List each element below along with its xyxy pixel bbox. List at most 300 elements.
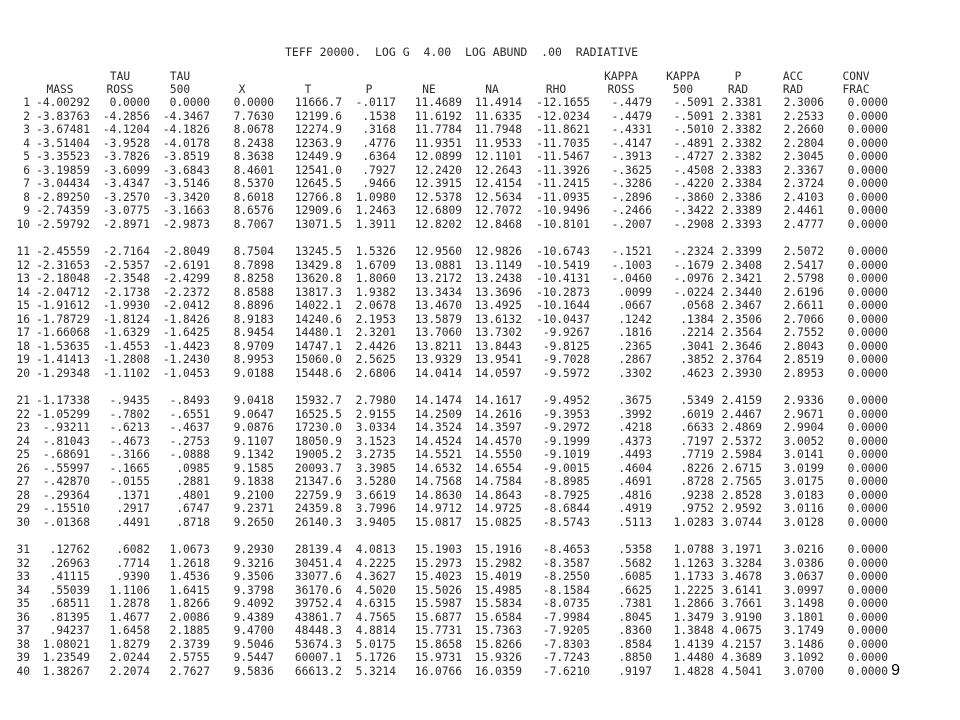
cell-tau-500: 2.7627 bbox=[169, 664, 210, 678]
cell-conv-frac: 0.0000 bbox=[847, 258, 888, 272]
cell-acc-rad: 2.9671 bbox=[783, 407, 824, 421]
cell-p-rad: 2.3381 bbox=[721, 109, 762, 123]
cell-rho: -8.4653 bbox=[542, 543, 590, 557]
cell-x: 8.2438 bbox=[233, 136, 274, 150]
cell-kappa-500: 1.0283 bbox=[673, 515, 714, 529]
cell-mass: .68511 bbox=[49, 597, 90, 611]
cell-tau-500: -2.4299 bbox=[162, 272, 210, 286]
cell-conv-frac: 0.0000 bbox=[847, 583, 888, 597]
cell-x: 9.0418 bbox=[233, 394, 274, 408]
cell-p: .3168 bbox=[362, 123, 396, 137]
cell-tau-ross: -1.1102 bbox=[102, 366, 150, 380]
cell-row-index: 40 bbox=[16, 664, 30, 678]
cell-kappa-ross: .6085 bbox=[618, 570, 652, 584]
cell-p-rad: 2.3399 bbox=[721, 245, 762, 259]
cell-kappa-500: .8226 bbox=[680, 461, 714, 475]
cell-ne: 15.8658 bbox=[414, 637, 462, 651]
cell-ne: 13.8211 bbox=[414, 339, 462, 353]
cell-p-rad: 2.3408 bbox=[721, 258, 762, 272]
cell-acc-rad: 3.0700 bbox=[783, 664, 824, 678]
table-row bbox=[8, 96, 888, 110]
cell-acc-rad: 2.6611 bbox=[783, 299, 824, 313]
cell-row-index: 37 bbox=[16, 624, 30, 638]
cell-tau-500: -3.5146 bbox=[162, 177, 210, 191]
cell-rho: -10.1644 bbox=[536, 299, 590, 313]
cell-ne: 11.6192 bbox=[414, 109, 462, 123]
cell-row-index: 3 bbox=[23, 123, 30, 137]
cell-row-index: 28 bbox=[16, 488, 30, 502]
cell-p: .6364 bbox=[362, 150, 396, 164]
cell-tau-500: .6747 bbox=[176, 502, 210, 516]
cell-kappa-500: .2214 bbox=[680, 326, 714, 340]
cell-ne: 15.4023 bbox=[414, 570, 462, 584]
cell-conv-frac: 0.0000 bbox=[847, 515, 888, 529]
cell-mass: -1.41413 bbox=[36, 353, 90, 367]
cell-ne: 12.2420 bbox=[414, 163, 462, 177]
table-row bbox=[8, 584, 888, 598]
table-row bbox=[8, 177, 888, 191]
cell-kappa-500: -.3422 bbox=[673, 204, 714, 218]
cell-x: 9.3506 bbox=[233, 570, 274, 584]
cell-conv-frac: 0.0000 bbox=[847, 204, 888, 218]
cell-p-rad: 2.3384 bbox=[721, 177, 762, 191]
cell-acc-rad: 2.5072 bbox=[783, 245, 824, 259]
cell-tau-ross: -2.8971 bbox=[102, 217, 150, 231]
cell-t: 12766.8 bbox=[294, 190, 342, 204]
cell-kappa-ross: -.4479 bbox=[611, 109, 652, 123]
cell-t: 15060.0 bbox=[294, 353, 342, 367]
cell-kappa-500: .1384 bbox=[680, 312, 714, 326]
table-row bbox=[8, 259, 888, 273]
cell-row-index: 11 bbox=[16, 245, 30, 259]
cell-conv-frac: 0.0000 bbox=[847, 421, 888, 435]
cell-ne: 14.6532 bbox=[414, 461, 462, 475]
cell-rho: -10.6743 bbox=[536, 245, 590, 259]
cell-rho: -7.9984 bbox=[542, 610, 590, 624]
cell-na: 13.3696 bbox=[474, 285, 522, 299]
cell-acc-rad: 2.3724 bbox=[783, 177, 824, 191]
cell-kappa-ross: -.2896 bbox=[611, 190, 652, 204]
cell-conv-frac: 0.0000 bbox=[847, 394, 888, 408]
cell-kappa-500: .7719 bbox=[680, 448, 714, 462]
cell-kappa-500: .4623 bbox=[680, 366, 714, 380]
cell-row-index: 8 bbox=[23, 190, 30, 204]
cell-p-rad: 2.3382 bbox=[721, 123, 762, 137]
cell-na: 15.6584 bbox=[474, 610, 522, 624]
cell-p: 2.0678 bbox=[355, 299, 396, 313]
cell-conv-frac: 0.0000 bbox=[847, 651, 888, 665]
cell-x: 9.2100 bbox=[233, 488, 274, 502]
cell-ne: 13.2172 bbox=[414, 272, 462, 286]
cell-conv-frac: 0.0000 bbox=[847, 637, 888, 651]
cell-kappa-500: -.5010 bbox=[673, 123, 714, 137]
column-header-conv-frac: CONV FRAC bbox=[842, 70, 870, 96]
cell-na: 14.2616 bbox=[474, 407, 522, 421]
cell-rho: -9.2972 bbox=[542, 421, 590, 435]
cell-p: 4.6315 bbox=[355, 597, 396, 611]
cell-rho: -11.7035 bbox=[536, 136, 590, 150]
cell-kappa-500: .6019 bbox=[680, 407, 714, 421]
cell-kappa-500: 1.2866 bbox=[673, 597, 714, 611]
cell-mass: -3.51404 bbox=[36, 136, 90, 150]
cell-tau-500: -4.1826 bbox=[162, 123, 210, 137]
column-header-row-index bbox=[8, 56, 30, 96]
cell-t: 24359.8 bbox=[294, 502, 342, 516]
cell-row-index: 25 bbox=[16, 448, 30, 462]
cell-x: 8.8258 bbox=[233, 272, 274, 286]
cell-tau-ross: -3.2570 bbox=[102, 190, 150, 204]
cell-kappa-ross: .4604 bbox=[618, 461, 652, 475]
cell-kappa-500: -.2908 bbox=[673, 217, 714, 231]
cell-rho: -9.3953 bbox=[542, 407, 590, 421]
cell-conv-frac: 0.0000 bbox=[847, 190, 888, 204]
cell-row-index: 13 bbox=[16, 272, 30, 286]
cell-mass: -2.89250 bbox=[36, 190, 90, 204]
cell-mass: -2.59792 bbox=[36, 217, 90, 231]
cell-p-rad: 2.3382 bbox=[721, 150, 762, 164]
cell-acc-rad: 2.3367 bbox=[783, 163, 824, 177]
cell-tau-500: .0985 bbox=[176, 461, 210, 475]
cell-na: 15.4019 bbox=[474, 570, 522, 584]
cell-acc-rad: 3.0183 bbox=[783, 488, 824, 502]
cell-kappa-ross: -.3625 bbox=[611, 163, 652, 177]
cell-t: 21347.6 bbox=[294, 475, 342, 489]
cell-p: 3.1523 bbox=[355, 434, 396, 448]
cell-mass: -1.78729 bbox=[36, 312, 90, 326]
cell-x: 8.7898 bbox=[233, 258, 274, 272]
cell-ne: 14.7568 bbox=[414, 475, 462, 489]
cell-na: 12.5634 bbox=[474, 190, 522, 204]
cell-p-rad: 2.3506 bbox=[721, 312, 762, 326]
cell-na: 15.7363 bbox=[474, 624, 522, 638]
cell-row-index: 27 bbox=[16, 475, 30, 489]
cell-row-index: 32 bbox=[16, 556, 30, 570]
cell-kappa-500: -.1679 bbox=[673, 258, 714, 272]
cell-mass: -.68691 bbox=[42, 448, 90, 462]
cell-t: 39752.4 bbox=[294, 597, 342, 611]
cell-kappa-ross: -.1521 bbox=[611, 245, 652, 259]
cell-rho: -9.4952 bbox=[542, 394, 590, 408]
cell-tau-500: -.0888 bbox=[169, 448, 210, 462]
cell-rho: -8.5743 bbox=[542, 515, 590, 529]
cell-p: 4.3627 bbox=[355, 570, 396, 584]
cell-na: 13.7302 bbox=[474, 326, 522, 340]
cell-ne: 14.0414 bbox=[414, 366, 462, 380]
cell-rho: -12.1655 bbox=[536, 96, 590, 109]
cell-conv-frac: 0.0000 bbox=[847, 664, 888, 678]
cell-p-rad: 4.3689 bbox=[721, 651, 762, 665]
cell-t: 33077.6 bbox=[294, 570, 342, 584]
cell-mass: 1.38267 bbox=[42, 664, 90, 678]
cell-mass: .81395 bbox=[49, 610, 90, 624]
cell-kappa-500: -.4727 bbox=[673, 150, 714, 164]
table-row bbox=[8, 340, 888, 354]
cell-kappa-ross: -.4331 bbox=[611, 123, 652, 137]
table-row bbox=[8, 475, 888, 489]
cell-kappa-ross: .4373 bbox=[618, 434, 652, 448]
cell-rho: -10.9496 bbox=[536, 204, 590, 218]
table-row bbox=[8, 489, 888, 503]
cell-row-index: 21 bbox=[16, 394, 30, 408]
cell-p-rad: 2.7565 bbox=[721, 475, 762, 489]
cell-x: 8.9183 bbox=[233, 312, 274, 326]
cell-p: 1.8060 bbox=[355, 272, 396, 286]
cell-p-rad: 4.5041 bbox=[721, 664, 762, 678]
cell-t: 20093.7 bbox=[294, 461, 342, 475]
cell-mass: -3.83763 bbox=[36, 109, 90, 123]
cell-tau-ross: .4491 bbox=[116, 515, 150, 529]
cell-conv-frac: 0.0000 bbox=[847, 123, 888, 137]
cell-t: 14022.1 bbox=[294, 299, 342, 313]
table-row bbox=[8, 516, 888, 530]
cell-mass: -1.05299 bbox=[36, 407, 90, 421]
cell-x: 9.1107 bbox=[233, 434, 274, 448]
cell-na: 12.4154 bbox=[474, 177, 522, 191]
table-row bbox=[8, 191, 888, 205]
cell-p: .1538 bbox=[362, 109, 396, 123]
cell-na: 15.9326 bbox=[474, 651, 522, 665]
cell-kappa-ross: -.4479 bbox=[611, 96, 652, 109]
cell-tau-ross: -2.1738 bbox=[102, 285, 150, 299]
cell-conv-frac: 0.0000 bbox=[847, 448, 888, 462]
cell-p: 3.5280 bbox=[355, 475, 396, 489]
table-row bbox=[8, 299, 888, 313]
cell-tau-ross: -2.7164 bbox=[102, 245, 150, 259]
cell-acc-rad: 3.0997 bbox=[783, 583, 824, 597]
cell-mass: -2.18048 bbox=[36, 272, 90, 286]
cell-na: 14.4570 bbox=[474, 434, 522, 448]
cell-acc-rad: 2.3045 bbox=[783, 150, 824, 164]
cell-p: 3.2735 bbox=[355, 448, 396, 462]
cell-kappa-ross: .7381 bbox=[618, 597, 652, 611]
cell-p: 2.4426 bbox=[355, 339, 396, 353]
cell-t: 13245.5 bbox=[294, 245, 342, 259]
cell-p: .9466 bbox=[362, 177, 396, 191]
table-row bbox=[8, 543, 888, 557]
cell-acc-rad: 3.0175 bbox=[783, 475, 824, 489]
cell-na: 12.1101 bbox=[474, 150, 522, 164]
cell-kappa-500: 1.4480 bbox=[673, 651, 714, 665]
cell-row-index: 35 bbox=[16, 597, 30, 611]
cell-rho: -8.7925 bbox=[542, 488, 590, 502]
cell-ne: 15.9731 bbox=[414, 651, 462, 665]
table-row bbox=[8, 448, 888, 462]
cell-p: 2.6806 bbox=[355, 366, 396, 380]
table-row bbox=[8, 123, 888, 137]
cell-p: 3.9405 bbox=[355, 515, 396, 529]
cell-na: 12.7072 bbox=[474, 204, 522, 218]
cell-kappa-ross: .0667 bbox=[618, 299, 652, 313]
cell-tau-ross: -4.1204 bbox=[102, 123, 150, 137]
cell-p-rad: 2.3381 bbox=[721, 96, 762, 109]
cell-x: 9.5447 bbox=[233, 651, 274, 665]
cell-conv-frac: 0.0000 bbox=[847, 556, 888, 570]
cell-row-index: 34 bbox=[16, 583, 30, 597]
cell-mass: -.01368 bbox=[42, 515, 90, 529]
cell-tau-500: 2.0086 bbox=[169, 610, 210, 624]
cell-ne: 11.9351 bbox=[414, 136, 462, 150]
cell-p: .4776 bbox=[362, 136, 396, 150]
cell-ne: 12.9560 bbox=[414, 245, 462, 259]
cell-p: 5.3214 bbox=[355, 664, 396, 678]
cell-conv-frac: 0.0000 bbox=[847, 366, 888, 380]
table-row bbox=[8, 665, 888, 679]
cell-conv-frac: 0.0000 bbox=[847, 272, 888, 286]
cell-acc-rad: 3.0637 bbox=[783, 570, 824, 584]
cell-tau-500: -1.8426 bbox=[162, 312, 210, 326]
cell-rho: -8.3587 bbox=[542, 556, 590, 570]
cell-na: 13.2438 bbox=[474, 272, 522, 286]
cell-mass: .41115 bbox=[49, 570, 90, 584]
cell-kappa-500: .8728 bbox=[680, 475, 714, 489]
cell-p: 5.1726 bbox=[355, 651, 396, 665]
cell-na: 13.9541 bbox=[474, 353, 522, 367]
cell-p: 1.6709 bbox=[355, 258, 396, 272]
cell-conv-frac: 0.0000 bbox=[847, 610, 888, 624]
cell-p: 4.8814 bbox=[355, 624, 396, 638]
cell-acc-rad: 2.2804 bbox=[783, 136, 824, 150]
cell-tau-ross: -3.9528 bbox=[102, 136, 150, 150]
cell-x: 9.3216 bbox=[233, 556, 274, 570]
cell-x: 9.2650 bbox=[233, 515, 274, 529]
cell-row-index: 29 bbox=[16, 502, 30, 516]
cell-row-index: 23 bbox=[16, 421, 30, 435]
cell-na: 15.0825 bbox=[474, 515, 522, 529]
cell-tau-500: -.2753 bbox=[169, 434, 210, 448]
cell-ne: 16.0766 bbox=[414, 664, 462, 678]
cell-p: 3.3985 bbox=[355, 461, 396, 475]
cell-acc-rad: 3.0116 bbox=[783, 502, 824, 516]
cell-x: 8.7504 bbox=[233, 245, 274, 259]
cell-ne: 13.3434 bbox=[414, 285, 462, 299]
table-row bbox=[8, 435, 888, 449]
cell-tau-ross: -.0155 bbox=[109, 475, 150, 489]
cell-ne: 13.5879 bbox=[414, 312, 462, 326]
cell-tau-ross: .1371 bbox=[116, 488, 150, 502]
cell-tau-500: -3.6843 bbox=[162, 163, 210, 177]
cell-p-rad: 2.3440 bbox=[721, 285, 762, 299]
cell-acc-rad: 3.0199 bbox=[783, 461, 824, 475]
cell-row-index: 22 bbox=[16, 407, 30, 421]
cell-acc-rad: 2.5798 bbox=[783, 272, 824, 286]
cell-tau-500: 1.0673 bbox=[169, 543, 210, 557]
cell-t: 13429.8 bbox=[294, 258, 342, 272]
cell-na: 14.5550 bbox=[474, 448, 522, 462]
cell-t: 14480.1 bbox=[294, 326, 342, 340]
cell-x: 8.0678 bbox=[233, 123, 274, 137]
cell-kappa-ross: .3992 bbox=[618, 407, 652, 421]
cell-acc-rad: 2.7552 bbox=[783, 326, 824, 340]
cell-row-index: 36 bbox=[16, 610, 30, 624]
cell-p-rad: 3.4678 bbox=[721, 570, 762, 584]
cell-row-index: 2 bbox=[23, 109, 30, 123]
cell-ne: 13.9329 bbox=[414, 353, 462, 367]
cell-row-index: 16 bbox=[16, 312, 30, 326]
cell-tau-500: .4801 bbox=[176, 488, 210, 502]
cell-p: 4.0813 bbox=[355, 543, 396, 557]
cell-x: 8.8588 bbox=[233, 285, 274, 299]
table-row bbox=[8, 326, 888, 340]
cell-ne: 14.5521 bbox=[414, 448, 462, 462]
cell-kappa-500: 1.2225 bbox=[673, 583, 714, 597]
cell-rho: -9.7028 bbox=[542, 353, 590, 367]
cell-x: 8.3638 bbox=[233, 150, 274, 164]
table-row bbox=[8, 462, 888, 476]
cell-rho: -8.2550 bbox=[542, 570, 590, 584]
cell-rho: -7.8303 bbox=[542, 637, 590, 651]
cell-x: 9.0647 bbox=[233, 407, 274, 421]
cell-kappa-ross: .8850 bbox=[618, 651, 652, 665]
cell-tau-ross: .9390 bbox=[116, 570, 150, 584]
cell-row-index: 39 bbox=[16, 651, 30, 665]
cell-p-rad: 3.1971 bbox=[721, 543, 762, 557]
cell-t: 48448.3 bbox=[294, 624, 342, 638]
table-row bbox=[8, 204, 888, 218]
cell-x: 8.9953 bbox=[233, 353, 274, 367]
cell-rho: -9.1999 bbox=[542, 434, 590, 448]
table-row bbox=[8, 408, 888, 422]
table-row bbox=[8, 611, 888, 625]
cell-p-rad: 2.3386 bbox=[721, 190, 762, 204]
cell-na: 13.4925 bbox=[474, 299, 522, 313]
cell-tau-500: 2.5755 bbox=[169, 651, 210, 665]
cell-kappa-ross: -.0460 bbox=[611, 272, 652, 286]
cell-na: 15.1916 bbox=[474, 543, 522, 557]
cell-p: 1.3911 bbox=[355, 217, 396, 231]
column-header-kappa-ross: KAPPA ROSS bbox=[604, 70, 638, 96]
cell-acc-rad: 2.4461 bbox=[783, 204, 824, 218]
cell-t: 26140.3 bbox=[294, 515, 342, 529]
cell-kappa-ross: .5113 bbox=[618, 515, 652, 529]
cell-ne: 15.5026 bbox=[414, 583, 462, 597]
cell-kappa-ross: -.4147 bbox=[611, 136, 652, 150]
cell-x: 8.9709 bbox=[233, 339, 274, 353]
cell-t: 15448.6 bbox=[294, 366, 342, 380]
cell-rho: -10.5419 bbox=[536, 258, 590, 272]
cell-p-rad: 2.4159 bbox=[721, 394, 762, 408]
cell-na: 13.6132 bbox=[474, 312, 522, 326]
cell-kappa-ross: .8360 bbox=[618, 624, 652, 638]
cell-mass: -3.19859 bbox=[36, 163, 90, 177]
cell-p-rad: 2.5372 bbox=[721, 434, 762, 448]
cell-acc-rad: 2.8043 bbox=[783, 339, 824, 353]
cell-x: 7.7630 bbox=[233, 109, 274, 123]
cell-na: 14.0597 bbox=[474, 366, 522, 380]
cell-tau-500: -2.2372 bbox=[162, 285, 210, 299]
cell-tau-ross: -.3166 bbox=[109, 448, 150, 462]
cell-x: 9.1838 bbox=[233, 475, 274, 489]
cell-conv-frac: 0.0000 bbox=[847, 136, 888, 150]
cell-conv-frac: 0.0000 bbox=[847, 299, 888, 313]
cell-row-index: 38 bbox=[16, 637, 30, 651]
cell-tau-ross: -1.2808 bbox=[102, 353, 150, 367]
cell-kappa-ross: .1242 bbox=[618, 312, 652, 326]
cell-mass: -1.91612 bbox=[36, 299, 90, 313]
cell-x: 8.4601 bbox=[233, 163, 274, 177]
page-number: 9 bbox=[891, 662, 900, 679]
cell-acc-rad: 3.0386 bbox=[783, 556, 824, 570]
cell-kappa-500: .0568 bbox=[680, 299, 714, 313]
cell-rho: -9.5972 bbox=[542, 366, 590, 380]
cell-kappa-500: -.4508 bbox=[673, 163, 714, 177]
cell-tau-ross: 1.8279 bbox=[109, 637, 150, 651]
cell-tau-ross: -1.6329 bbox=[102, 326, 150, 340]
cell-kappa-ross: .2365 bbox=[618, 339, 652, 353]
cell-t: 12363.9 bbox=[294, 136, 342, 150]
cell-rho: -11.3926 bbox=[536, 163, 590, 177]
cell-tau-500: -1.4423 bbox=[162, 339, 210, 353]
cell-na: 15.5834 bbox=[474, 597, 522, 611]
